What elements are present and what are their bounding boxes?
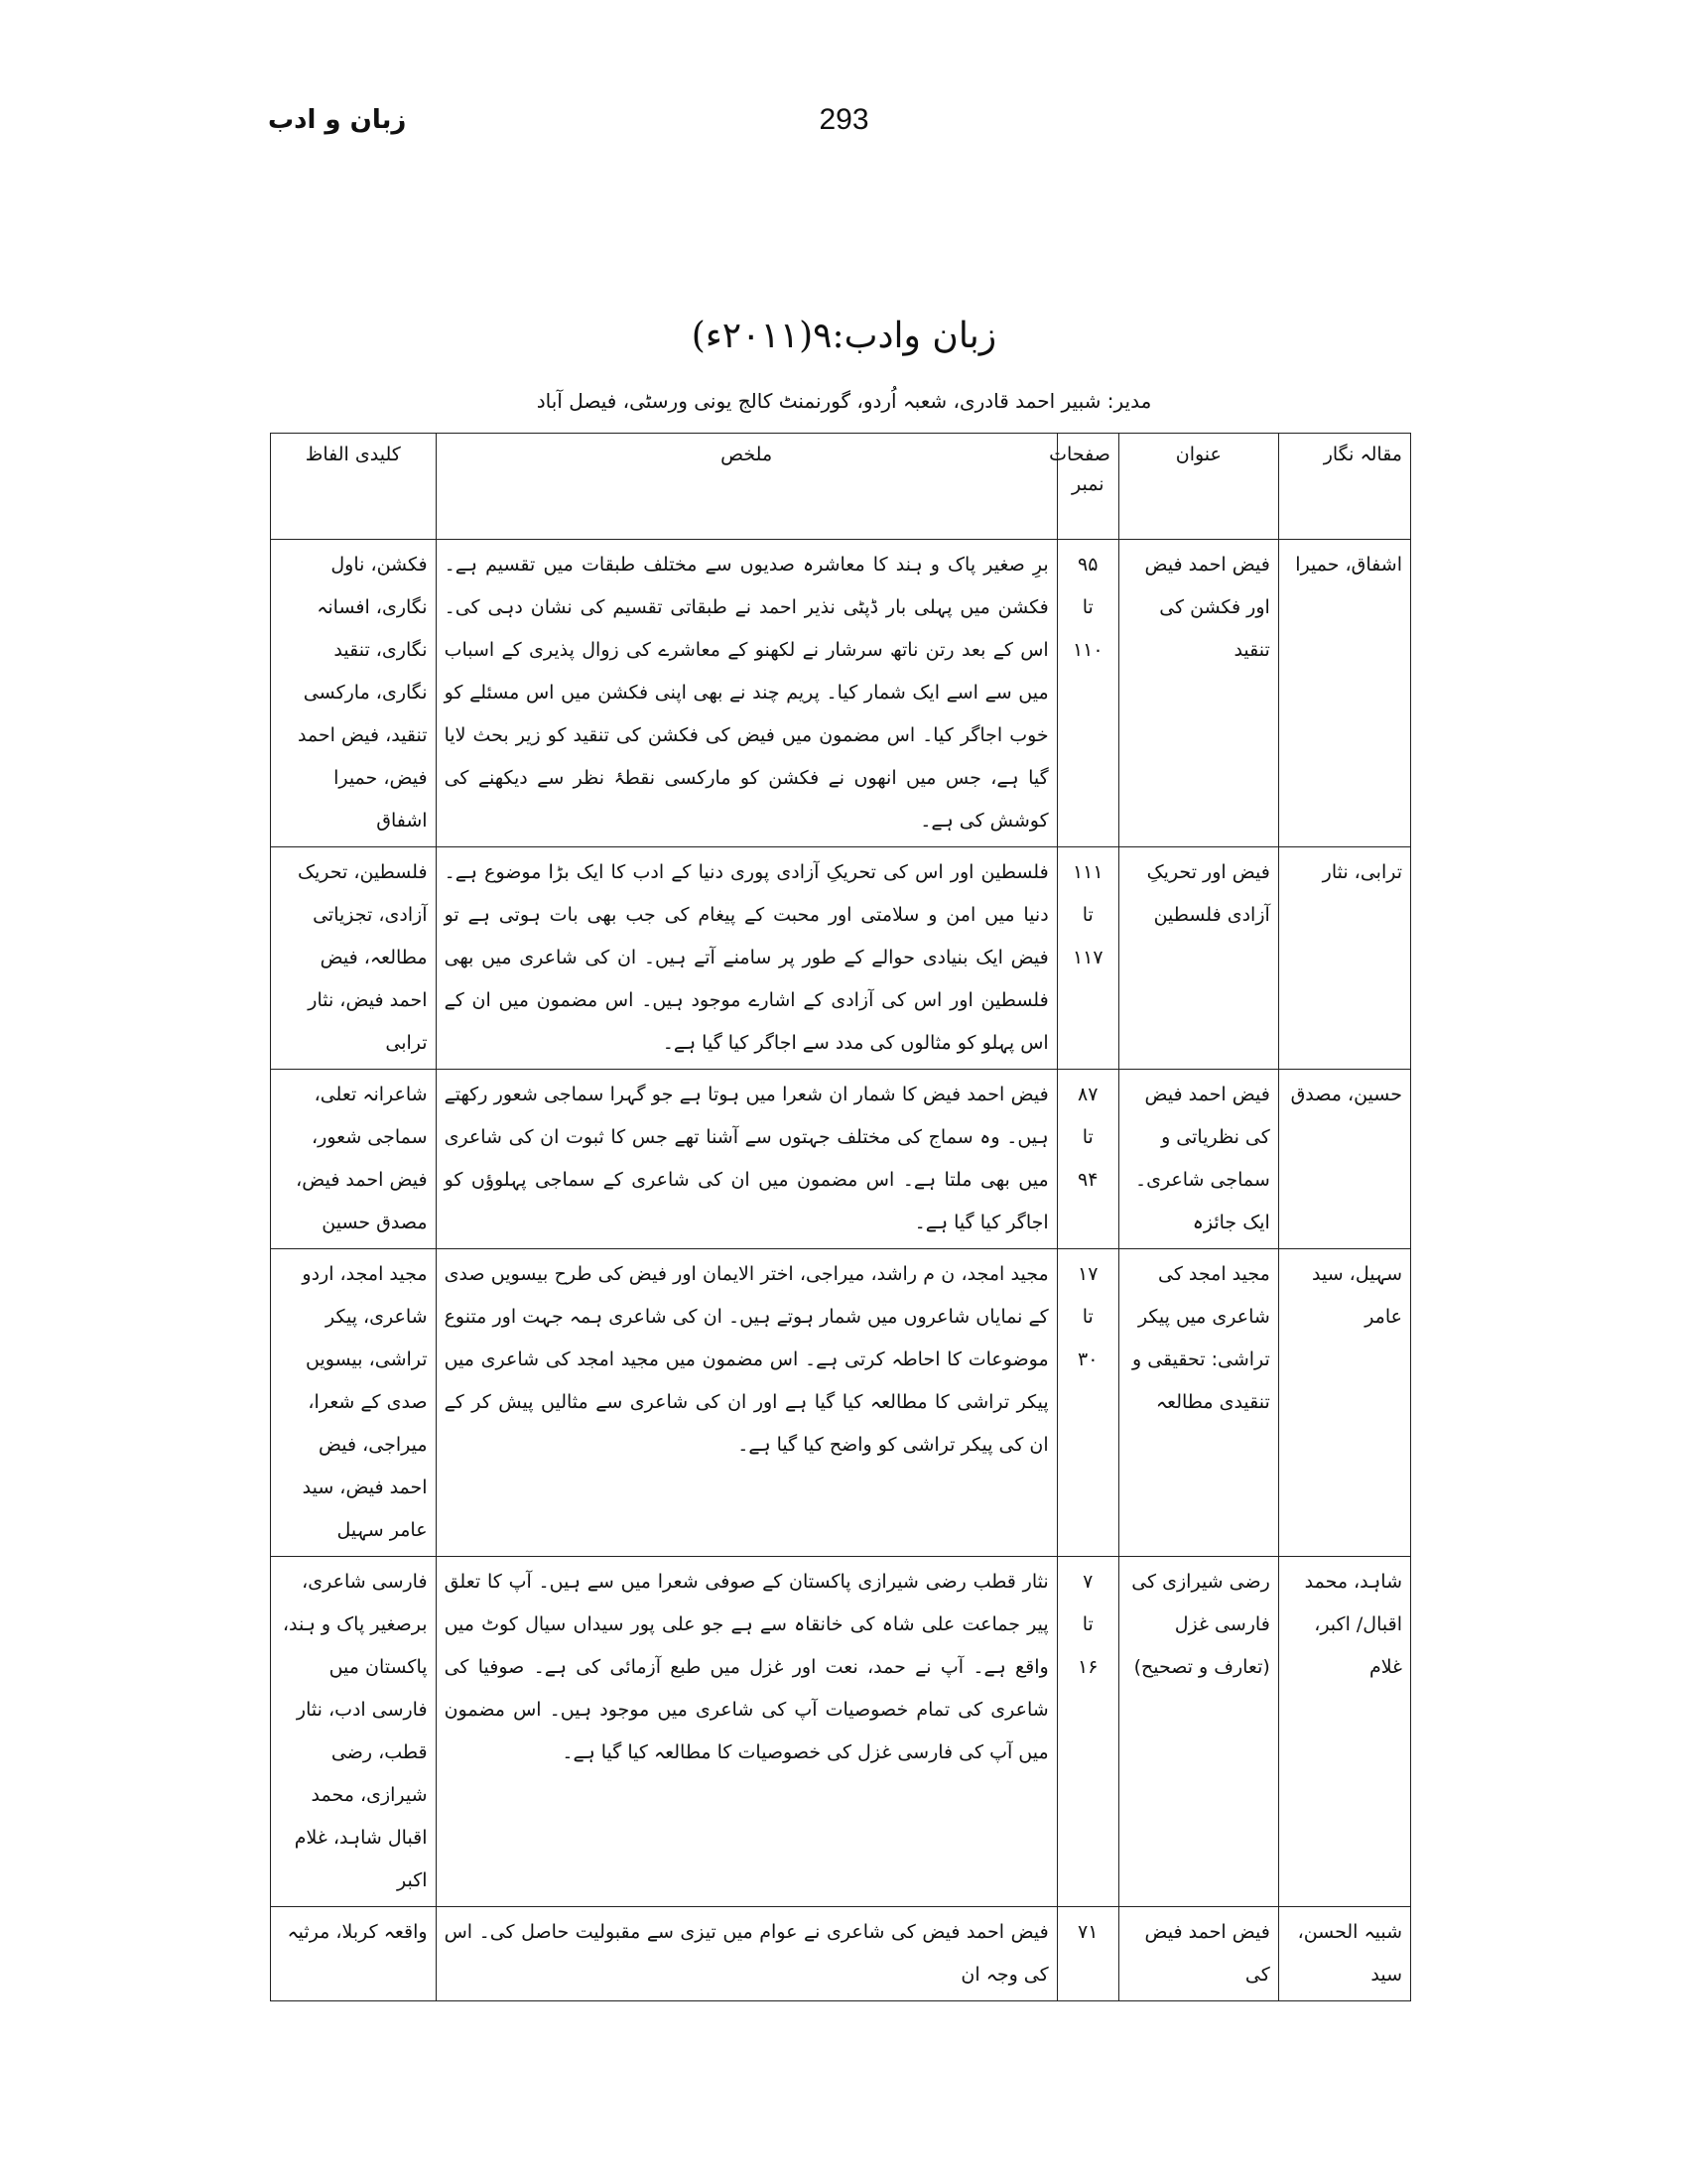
page-end: ۱۱۷: [1072, 947, 1104, 968]
page-start: ۷۱: [1078, 1921, 1099, 1943]
page-start: ۹۵: [1078, 554, 1099, 576]
row-title: رضی شیرازی کی فارسی غزل (تعارف و تصحیح): [1118, 1557, 1278, 1907]
table-row: [271, 1070, 1411, 1249]
row-title: فیض احمد فیض کی نظریاتی و سماجی شاعری۔ ایک جائزہ: [1118, 1070, 1278, 1249]
row-title: فیض احمد فیض اور فکشن کی تنقید: [1118, 540, 1278, 847]
row-summary: فیض احمد فیض کا شمار ان شعرا میں ہوتا ہے جو گہرا سماجی شعور رکھتے ہیں۔ وہ سماج کی مختلف جہتوں سے آشنا تھے جس کا ثبوت ان کی شاعری میں بھی ملتا ہے۔ اس مضمون میں ان کی شاعری کے سماجی پہلوؤں کو اجاگر کیا گیا ہے۔: [436, 1070, 1057, 1249]
column-header-title: عنوان: [1118, 434, 1278, 540]
row-keywords: شاعرانہ تعلی، سماجی شعور، فیض احمد فیض، مصدق حسین: [271, 1070, 437, 1249]
page-to: تا: [1082, 596, 1094, 618]
row-author: اشفاق، حمیرا: [1278, 540, 1410, 847]
row-summary: نثار قطب رضی شیرازی پاکستان کے صوفی شعرا میں سے ہیں۔ آپ کا تعلق پیر جماعت علی شاہ کی خانقاہ سے ہے جو علی پور سیداں سیال کوٹ میں واقع ہے۔ آپ نے حمد، نعت اور غزل میں طبع آزمائی کی ہے۔ صوفیا کی شاعری کی تمام خصوصیات آپ کی شاعری میں موجود ہیں۔ اس مضمون میں آپ کی فارسی غزل کی خصوصیات کا مطالعہ کیا گیا ہے۔: [436, 1557, 1057, 1907]
row-pages: [1057, 1249, 1118, 1557]
page-to: تا: [1082, 1306, 1094, 1328]
row-title: مجید امجد کی شاعری میں پیکر تراشی: تحقیقی و تنقیدی مطالعہ: [1118, 1249, 1278, 1557]
row-pages: [1057, 847, 1118, 1070]
table-row: [271, 1249, 1411, 1557]
row-title: فیض احمد فیض کی: [1118, 1907, 1278, 2001]
page-start: ۸۷: [1078, 1084, 1099, 1105]
articles-table: [270, 433, 1411, 2001]
page-to: تا: [1082, 904, 1094, 926]
row-keywords: فکشن، ناول نگاری، افسانہ نگاری، تنقید نگاری، مارکسی تنقید، فیض احمد فیض، حمیرا اشفاق: [271, 540, 437, 847]
running-head: زبان و ادب: [268, 105, 407, 135]
row-summary: مجید امجد، ن م راشد، میراجی، اختر الایمان اور فیض کی طرح بیسویں صدی کے نمایاں شاعروں میں شمار ہوتے ہیں۔ ان کی شاعری ہمہ جہت اور متنوع موضوعات کا احاطہ کرتی ہے۔ اس مضمون میں مجید امجد کی شاعری میں پیکر تراشی کا مطالعہ کیا گیا ہے اور ان کی شاعری سے مثالیں پیش کر کے ان کی پیکر تراشی کو واضح کیا گیا ہے۔: [436, 1249, 1057, 1557]
row-author: شاہد، محمد اقبال/ اکبر، غلام: [1278, 1557, 1410, 1907]
row-summary: برِ صغیر پاک و ہند کا معاشرہ صدیوں سے مختلف طبقات میں تقسیم ہے۔ فکشن میں پہلی بار ڈپٹی نذیر احمد نے طبقاتی تقسیم کی نشان دہی کی۔ اس کے بعد رتن ناتھ سرشار نے لکھنو کے معاشرے کی زوال پذیری کے اسباب میں سے اسے ایک شمار کیا۔ پریم چند نے بھی اپنی فکشن میں اس مسئلے کو خوب اجاگر کیا۔ اس مضمون میں فیض کی فکشن کی تنقید کو زیر بحث لایا گیا ہے، جس میں انھوں نے فکشن کو مارکسی نقطۂ نظر سے دیکھنے کی کوشش کی ہے۔: [436, 540, 1057, 847]
table-row: [271, 540, 1411, 847]
row-summary: فلسطین اور اس کی تحریکِ آزادی پوری دنیا کے ادب کا ایک بڑا موضوع ہے۔ دنیا میں امن و سلامتی اور محبت کے پیغام کی جب بھی بات ہوتی ہے تو فیض ایک بنیادی حوالے کے طور پر سامنے آتے ہیں۔ ان کی شاعری میں بھی فلسطین اور اس کی آزادی کے اشارے موجود ہیں۔ اس مضمون میں ان کے اس پہلو کو مثالوں کی مدد سے اجاگر کیا گیا ہے۔: [436, 847, 1057, 1070]
column-header-keywords: کلیدی الفاظ: [271, 434, 437, 540]
editor-line: مدیر: شبیر احمد قادری، شعبہ اُردو، گورنمنٹ کالج یونی ورسٹی، فیصل آباد: [536, 389, 1152, 413]
row-author: شبیہ الحسن، سید: [1278, 1907, 1410, 2001]
page-to: تا: [1082, 1613, 1094, 1635]
row-keywords: فلسطین، تحریک آزادی، تجزیاتی مطالعہ، فیض احمد فیض، نثار ترابی: [271, 847, 437, 1070]
page-end: ۳۰: [1078, 1349, 1099, 1370]
page-end: ۱۱۰: [1072, 639, 1104, 661]
row-author: ترابی، نثار: [1278, 847, 1410, 1070]
table-row: [271, 1557, 1411, 1907]
row-pages: [1057, 540, 1118, 847]
table-header-row: [271, 434, 1411, 540]
row-title: فیض اور تحریکِ آزادی فلسطین: [1118, 847, 1278, 1070]
page-number: 293: [819, 103, 869, 136]
row-pages: [1057, 1907, 1118, 2001]
column-header-author: مقالہ نگار: [1278, 434, 1410, 540]
column-header-pages: صفحات نمبر: [1057, 434, 1118, 540]
page-start: ۱۱۱: [1072, 861, 1104, 883]
page-start: ۱۷: [1078, 1263, 1099, 1285]
row-summary: فیض احمد فیض کی شاعری نے عوام میں تیزی سے مقبولیت حاصل کی۔ اس کی وجہ ان: [436, 1907, 1057, 2001]
page-end: ۹۴: [1078, 1169, 1099, 1191]
table-row: [271, 847, 1411, 1070]
page-to: تا: [1082, 1126, 1094, 1148]
row-keywords: واقعہ کربلا، مرثیہ: [271, 1907, 437, 2001]
column-header-summary: ملخص: [436, 434, 1057, 540]
row-keywords: فارسی شاعری، برصغیر پاک و ہند، پاکستان میں فارسی ادب، نثار قطب، رضی شیرازی، محمد اقبال شاہد، غلام اکبر: [271, 1557, 437, 1907]
row-author: سہیل، سید عامر: [1278, 1249, 1410, 1557]
page-start: ۷: [1083, 1571, 1094, 1593]
row-keywords: مجید امجد، اردو شاعری، پیکر تراشی، بیسویں صدی کے شعرا، میراجی، فیض احمد فیض، سید عامر سہیل: [271, 1249, 437, 1557]
row-pages: [1057, 1557, 1118, 1907]
row-author: حسین، مصدق: [1278, 1070, 1410, 1249]
row-pages: [1057, 1070, 1118, 1249]
table-row: [271, 1907, 1411, 2001]
issue-title: زبان وادب:۹(۲۰۱۱ء): [691, 316, 997, 356]
page-end: ۱۶: [1078, 1656, 1099, 1678]
